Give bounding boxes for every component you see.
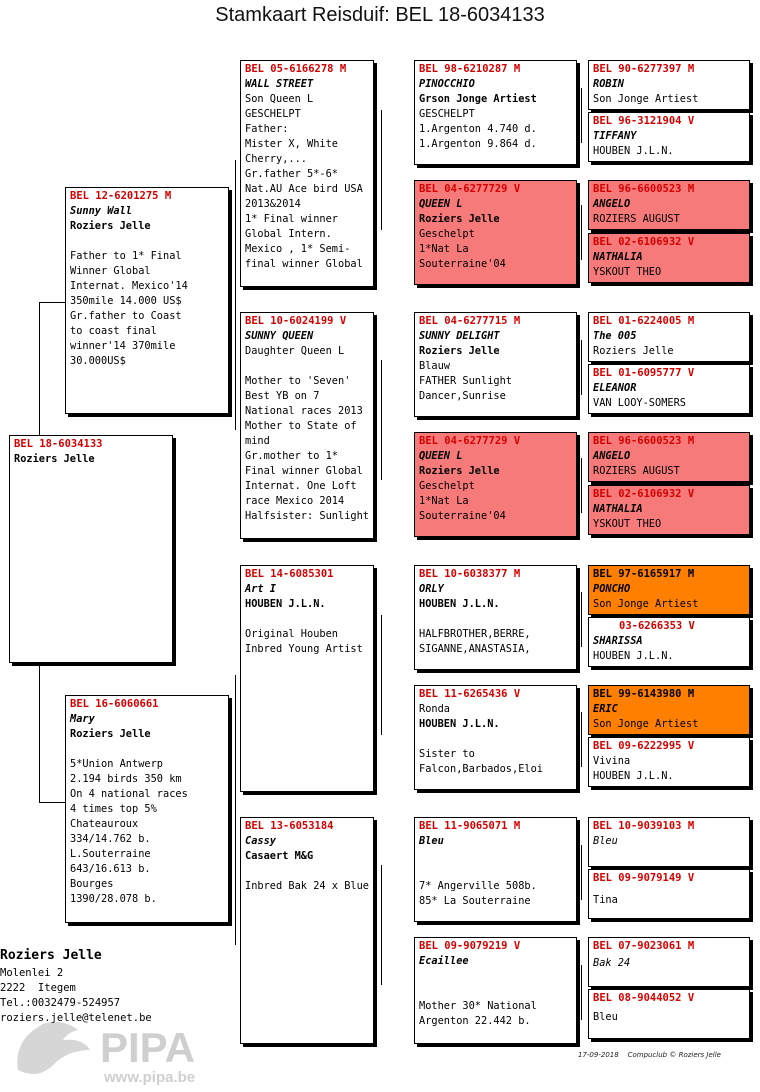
- pigeon-name: Vivina: [593, 755, 631, 767]
- owner-name: HOUBEN J.L.N.: [593, 770, 674, 782]
- pigeon-name: SHARISSA: [593, 635, 643, 647]
- father-card: [65, 187, 229, 414]
- grandmother-paternal-card: [240, 312, 374, 539]
- ring-number: BEL 16-6060661: [70, 698, 159, 710]
- ring-number: BEL 09-6222995 V: [593, 740, 695, 752]
- pigeon-name: Bleu: [593, 835, 618, 847]
- breeder-info: [0, 948, 230, 1026]
- pigeon-name: QUEEN L: [419, 450, 463, 462]
- pigeon-name: Art I: [245, 583, 276, 595]
- ring-number: BEL 14-6085301: [245, 568, 334, 580]
- gg-grandparent-card: [588, 989, 750, 1039]
- owner-name: Son Jonge Artiest: [593, 93, 699, 105]
- logo-url: www.pipa.be: [104, 1069, 196, 1086]
- gg-grandparent-card: [588, 364, 750, 414]
- ring-number: BEL 09-9079149 V: [593, 872, 695, 884]
- pigeon-name: Cassy: [245, 835, 276, 847]
- ring-number: BEL 97-6165917 M: [593, 568, 695, 580]
- owner-name: HOUBEN J.L.N.: [419, 598, 500, 610]
- ring-number: BEL 10-6038377 M: [419, 568, 521, 580]
- pigeon-info: Father to 1* Final Winner Global Internat. Mexico'14 350mile 14.000 US$ Gr.father to Coast to coast final winner'14 370mile 30.000US$: [70, 250, 188, 367]
- breeder-phone: Tel.:0032479-524957: [0, 997, 121, 1009]
- tree-line: [235, 160, 236, 430]
- tree-line: [39, 662, 40, 802]
- owner-name: Daughter Queen L: [245, 345, 345, 357]
- pigeon-name: ROBIN: [593, 78, 624, 90]
- tree-line: [581, 845, 582, 900]
- ring-number: BEL 18-6034133: [14, 438, 103, 450]
- gg-grandparent-card: [588, 312, 750, 362]
- ring-number: BEL 01-6095777 V: [593, 367, 695, 379]
- pigeon-name: ANGELO: [593, 450, 631, 462]
- ring-number: BEL 98-6210287 M: [419, 63, 521, 75]
- ring-number: 03-6266353 V: [619, 620, 695, 632]
- owner-name: Roziers Jelle: [14, 453, 95, 465]
- pigeon-name: WALL STREET: [245, 78, 314, 90]
- gg-grandparent-card: [588, 112, 750, 162]
- gg-grandparent-card: [588, 869, 750, 919]
- tree-line: [381, 615, 382, 735]
- tree-line: [39, 302, 67, 303]
- ring-number: BEL 13-6053184: [245, 820, 334, 832]
- ring-number: BEL 01-6224005 M: [593, 315, 695, 327]
- pigeon-info: GESCHELPT 1.Argenton 4.740 d. 1.Argenton 9.864 d.: [419, 108, 537, 150]
- ring-number: BEL 04-6277729 V: [419, 435, 521, 447]
- ring-number: BEL 12-6201275 M: [70, 190, 172, 202]
- great-grandparent-card: [414, 60, 577, 165]
- ring-number: BEL 08-9044052 V: [593, 992, 695, 1004]
- gg-grandparent-card: [588, 233, 750, 283]
- tree-line: [581, 340, 582, 395]
- owner-name: Son Queen L: [245, 93, 314, 105]
- owner-name: YSKOUT THEO: [593, 266, 662, 278]
- pigeon-name: SUNNY DELIGHT: [419, 330, 500, 342]
- pigeon-info: Sister to Falcon,Barbados,Eloi: [419, 748, 543, 775]
- page-title: Stamkaart Reisduif: BEL 18-6034133: [215, 4, 545, 26]
- ring-number: BEL 10-9039103 M: [593, 820, 695, 832]
- gg-grandparent-card: [588, 60, 750, 110]
- owner-name: Roziers Jelle: [70, 728, 151, 740]
- logo-text: PIPA: [100, 1024, 195, 1071]
- pigeon-info: Geschelpt 1*Nat La Souterraine'04: [419, 480, 506, 522]
- pigeon-name: ORLY: [419, 583, 444, 595]
- pigeon-info: GESCHELPT Father: Mister X, White Cherry,... Gr.father 5*-6* Nat.AU Ace bird USA 2013&2014 1* Final winner Global Intern. Mexico , 1* Semi- final winner Global: [245, 108, 363, 270]
- grandmother-maternal-card: [240, 817, 374, 1044]
- gg-grandparent-card: [588, 737, 750, 787]
- pigeon-info: 7* Angerville 508b. 85* La Souterraine: [419, 880, 537, 907]
- breeder-email: roziers.jelle@telenet.be: [0, 1012, 152, 1024]
- pigeon-name: Mary: [70, 713, 95, 725]
- owner-name: Roziers Jelle: [419, 345, 500, 357]
- tree-line: [581, 712, 582, 767]
- pigeon-name: PINOCCHIO: [419, 78, 475, 90]
- pigeon-name: Bak 24: [593, 957, 631, 969]
- tree-line: [39, 802, 67, 803]
- ring-number: BEL 96-3121904 V: [593, 115, 695, 127]
- pigeon-name: Bleu: [419, 835, 444, 847]
- pigeon-name: PONCHO: [593, 583, 631, 595]
- pigeon-name: Sunny Wall: [70, 205, 132, 217]
- ring-number: BEL 90-6277397 M: [593, 63, 695, 75]
- owner-name: ROZIERS AUGUST: [593, 465, 680, 477]
- mother-card: [65, 695, 229, 923]
- gg-grandparent-card: [588, 485, 750, 535]
- breeder-city: 2222 Itegem: [0, 982, 76, 994]
- owner-name: ROZIERS AUGUST: [593, 213, 680, 225]
- owner-name: Grson Jonge Artiest: [419, 93, 537, 105]
- owner-name: Casaert M&G: [245, 850, 314, 862]
- tree-line: [581, 592, 582, 647]
- pigeon-name: ERIC: [593, 703, 618, 715]
- footer-credit: 17-09-2018 Compuclub © Roziers Jelle: [578, 1051, 721, 1059]
- pigeon-name: NATHALIA: [593, 503, 643, 515]
- owner-name: VAN LOOY-SOMERS: [593, 397, 686, 409]
- tree-line: [581, 205, 582, 260]
- pigeon-name: Ecaillee: [419, 955, 469, 967]
- breeder-street: Molenlei 2: [0, 967, 64, 979]
- tree-line: [581, 88, 582, 143]
- tree-line: [39, 302, 40, 436]
- gg-grandparent-card: [588, 817, 750, 867]
- owner-name: YSKOUT THEO: [593, 518, 662, 530]
- owner-name: Roziers Jelle: [70, 220, 151, 232]
- ring-number: BEL 11-9065071 M: [419, 820, 521, 832]
- pigeon-name: ANGELO: [593, 198, 631, 210]
- ring-number: BEL 96-6600523 M: [593, 183, 695, 195]
- tree-line: [581, 965, 582, 1020]
- great-grandparent-card: [414, 817, 577, 922]
- pigeon-info: Blauw FATHER Sunlight Dancer,Sunrise: [419, 360, 512, 402]
- pigeon-info: Original Houben Inbred Young Artist: [245, 628, 363, 655]
- great-grandparent-card: [414, 565, 577, 670]
- ring-number: BEL 99-6143980 M: [593, 688, 695, 700]
- tree-line: [381, 360, 382, 480]
- pigeon-name: ELEANOR: [593, 382, 637, 394]
- pigeon-silhouette-icon: [17, 1022, 90, 1074]
- great-grandparent-card: [414, 685, 577, 790]
- gg-grandparent-card: [588, 565, 750, 615]
- owner-name: HOUBEN J.L.N.: [245, 598, 326, 610]
- gg-grandparent-card: [588, 617, 750, 667]
- great-grandparent-card: [414, 312, 577, 417]
- tree-line: [581, 458, 582, 513]
- grandfather-maternal-card: [240, 565, 374, 792]
- tree-line: [381, 865, 382, 985]
- owner-name: Son Jonge Artiest: [593, 598, 699, 610]
- pigeon-name: Tina: [593, 894, 618, 906]
- pigeon-info: Inbred Bak 24 x Blue: [245, 880, 369, 892]
- gg-grandparent-card: [588, 432, 750, 482]
- ring-number: BEL 05-6166278 M: [245, 63, 347, 75]
- breeder-name: Roziers Jelle: [0, 948, 102, 963]
- owner-name: Roziers Jelle: [593, 345, 674, 357]
- subject-card: [9, 435, 173, 663]
- pigeon-info: HALFBROTHER,BERRE, SIGANNE,ANASTASIA,: [419, 628, 531, 655]
- pigeon-name: The 005: [593, 330, 637, 342]
- gg-grandparent-card: [588, 180, 750, 230]
- pigeon-name: Ronda: [419, 703, 450, 715]
- ring-number: BEL 02-6106932 V: [593, 488, 695, 500]
- owner-name: HOUBEN J.L.N.: [419, 718, 500, 730]
- ring-number: BEL 96-6600523 M: [593, 435, 695, 447]
- grandfather-paternal-card: [240, 60, 374, 287]
- ring-number: BEL 09-9079219 V: [419, 940, 521, 952]
- ring-number: BEL 07-9023061 M: [593, 940, 695, 952]
- gg-grandparent-card: [588, 685, 750, 735]
- pigeon-info: Mother 30* National Argenton 22.442 b.: [419, 1000, 537, 1027]
- pigeon-name: Bleu: [593, 1011, 618, 1023]
- pigeon-name: QUEEN L: [419, 198, 463, 210]
- tree-line: [235, 675, 236, 945]
- gg-grandparent-card: [588, 937, 750, 987]
- pigeon-name: TIFFANY: [593, 130, 637, 142]
- ring-number: BEL 02-6106932 V: [593, 236, 695, 248]
- great-grandparent-card: [414, 432, 577, 537]
- pigeon-info: Geschelpt 1*Nat La Souterraine'04: [419, 228, 506, 270]
- owner-name: HOUBEN J.L.N.: [593, 650, 674, 662]
- owner-name: Roziers Jelle: [419, 465, 500, 477]
- owner-name: Roziers Jelle: [419, 213, 500, 225]
- pigeon-name: SUNNY QUEEN: [245, 330, 314, 342]
- ring-number: BEL 11-6265436 V: [419, 688, 521, 700]
- great-grandparent-card: [414, 937, 577, 1044]
- pigeon-info: Mother to 'Seven' Best YB on 7 National races 2013 Mother to State of mind Gr.mother to 1* Final winner Global Internat. One Loft race Mexico 2014 Halfsister: Sunlight: [245, 375, 369, 522]
- owner-name: Son Jonge Artiest: [593, 718, 699, 730]
- owner-name: HOUBEN J.L.N.: [593, 145, 674, 157]
- pigeon-name: NATHALIA: [593, 251, 643, 263]
- ring-number: BEL 04-6277715 M: [419, 315, 521, 327]
- tree-line: [381, 110, 382, 230]
- ring-number: BEL 10-6024199 V: [245, 315, 347, 327]
- pigeon-info: 5*Union Antwerp 2.194 birds 350 km On 4 national races 4 times top 5% Chateauroux 334/14.762 b. L.Souterraine 643/16.613 b. Bourges 1390/28.078 b.: [70, 758, 188, 905]
- ring-number: BEL 04-6277729 V: [419, 183, 521, 195]
- great-grandparent-card: [414, 180, 577, 285]
